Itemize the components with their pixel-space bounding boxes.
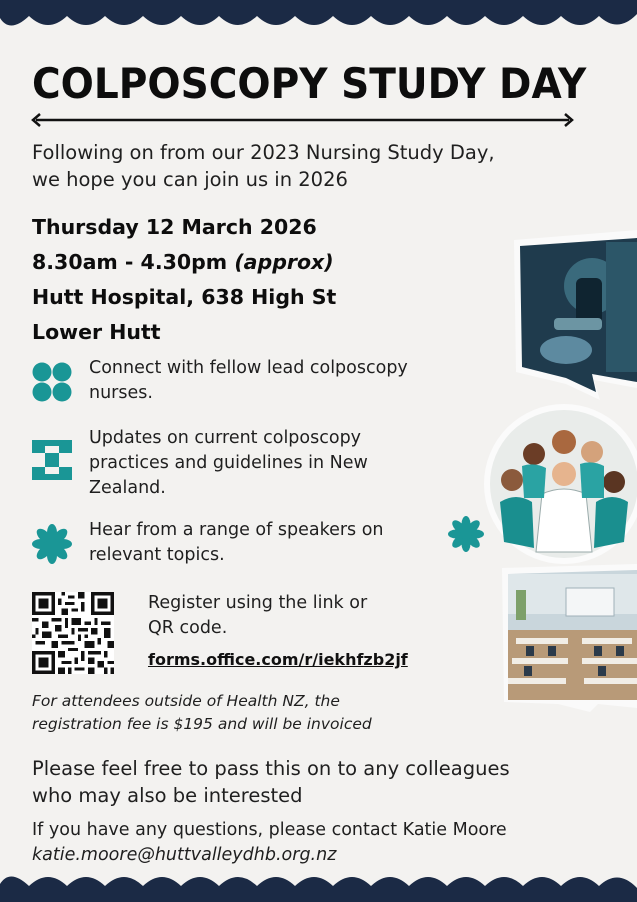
- bullet-line: practices and guidelines in New: [89, 453, 368, 473]
- fee-note: [32, 690, 452, 736]
- bullet-connect: [32, 356, 452, 410]
- bullet-text: [89, 356, 459, 406]
- bullet-line: relevant topics.: [89, 545, 225, 565]
- bottom-scalloped-border: [0, 868, 637, 902]
- event-suburb: Lower Hutt: [32, 320, 161, 344]
- asterisk-icon: [448, 516, 484, 552]
- event-venue: Hutt Hospital, 638 High St: [32, 285, 337, 309]
- bullet-text: [89, 518, 459, 568]
- bullet-speakers: [32, 518, 452, 572]
- checker-cross-icon: [32, 440, 72, 480]
- intro-text: [32, 139, 552, 193]
- nurses-illustration: [482, 402, 637, 567]
- event-details: [32, 210, 472, 350]
- pass-on-line: Please feel free to pass this on to any colleagues: [32, 757, 510, 780]
- event-time-note: (approx): [234, 250, 334, 274]
- double-arrow-divider: [30, 113, 575, 127]
- asterisk-icon: [32, 524, 72, 564]
- registration-link[interactable]: forms.office.com/r/iekhfzb2jf: [148, 650, 408, 669]
- event-date: Thursday 12 March 2026: [32, 215, 317, 239]
- bullet-line: nurses.: [89, 383, 153, 403]
- bullet-line: Zealand.: [89, 478, 166, 498]
- bullet-line: Hear from a range of speakers on: [89, 520, 384, 540]
- register-line: Register using the link or: [148, 593, 368, 613]
- pass-on-line: who may also be interested: [32, 784, 303, 807]
- register-line: QR code.: [148, 618, 228, 638]
- bullet-updates: [32, 426, 452, 504]
- register-text: [148, 591, 408, 641]
- intro-line-2: we hope you can join us in 2026: [32, 168, 348, 191]
- top-scalloped-border: [0, 0, 637, 34]
- qr-code[interactable]: [32, 592, 114, 674]
- event-time: 8.30am - 4.30pm: [32, 250, 228, 274]
- bullet-line: Connect with fellow lead colposcopy: [89, 358, 408, 378]
- bullet-text: [89, 426, 459, 501]
- clover-icon: [32, 362, 72, 402]
- bullet-line: Updates on current colposcopy: [89, 428, 362, 448]
- fee-line: For attendees outside of Health NZ, the: [32, 692, 340, 710]
- intro-line-1: Following on from our 2023 Nursing Study Day,: [32, 141, 495, 164]
- contact-email[interactable]: katie.moore@huttvalleydhb.org.nz: [32, 845, 337, 865]
- contact-line: If you have any questions, please contact Katie Moore: [32, 820, 507, 840]
- conference-room-photo: [498, 560, 637, 712]
- event-time-row: [32, 245, 472, 280]
- fee-line: registration fee is $195 and will be invoiced: [32, 715, 372, 733]
- pass-on-text: [32, 755, 592, 809]
- page-title: COLPOSCOPY STUDY DAY: [32, 59, 587, 108]
- contact-info: [32, 818, 612, 868]
- microscope-photo: [496, 222, 637, 400]
